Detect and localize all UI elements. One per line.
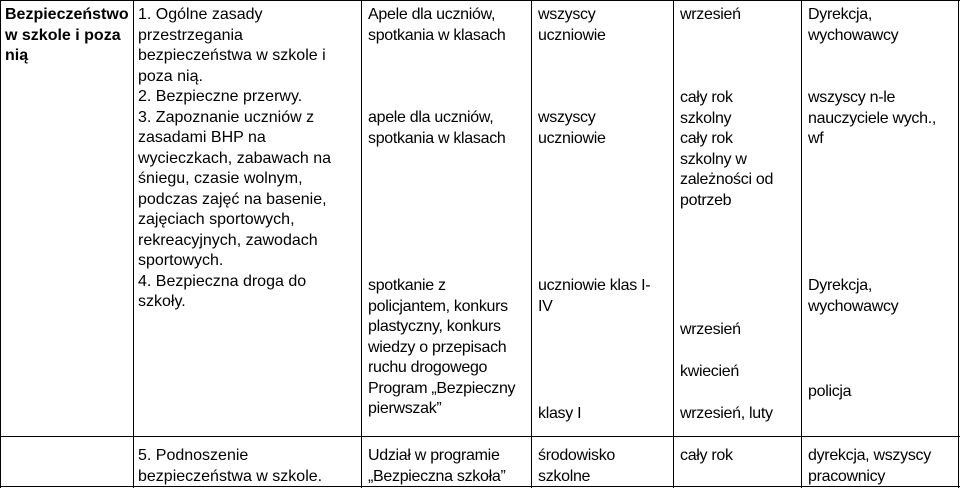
participants-cell-row2 (538, 446, 672, 487)
topic-heading: Bezpieczeństwo w szkole i poza nią (5, 6, 129, 64)
timeline-cell-3 (680, 320, 800, 341)
timeline-5: wrzesień, luty (680, 405, 773, 422)
timeline-1: wrzesień (680, 6, 741, 23)
timeline-cell-4 (680, 362, 800, 383)
timeline-4: kwiecień (680, 363, 739, 380)
responsible-1: Dyrekcja, wychowawcy (808, 6, 899, 44)
responsible-cell-3 (808, 276, 958, 317)
timeline-6: cały rok (680, 447, 733, 464)
participants-1: wszyscy uczniowie (538, 6, 606, 44)
timeline-cell-2 (680, 88, 800, 211)
timeline-cell-row2 (680, 446, 800, 467)
table-border-right (958, 0, 959, 488)
responsible-cell (808, 5, 958, 46)
topic-cell (5, 5, 131, 67)
timeline-2: cały rok szkolny cały rok szkolny w zależności od potrzeb (680, 89, 774, 209)
participants-2: wszyscy uczniowie (538, 109, 606, 147)
forms-cell (368, 5, 530, 46)
form-item-4: Udział w programie „Bezpieczna szkoła” (368, 447, 506, 485)
participants-5: środowisko szkolne (538, 447, 616, 485)
participants-4: klasy I (538, 405, 582, 422)
task-item-5: 5. Podnoszenie bezpieczeństwa w szkole. (138, 447, 323, 485)
forms-cell-row2 (368, 446, 530, 487)
timeline-3: wrzesień (680, 321, 741, 338)
column-divider-4 (673, 0, 674, 488)
responsible-4: policja (808, 383, 852, 400)
responsible-5: dyrekcja, wszyscy pracownicy (808, 447, 931, 485)
form-item-1: Apele dla uczniów, spotkania w klasach (368, 6, 506, 44)
participants-cell (538, 5, 672, 46)
responsible-cell-row2 (808, 446, 958, 487)
responsible-cell-4 (808, 382, 958, 403)
column-divider-2 (361, 0, 362, 488)
timeline-cell (680, 5, 800, 26)
table-border-left (0, 0, 1, 488)
table-border-top (0, 0, 960, 1)
tasks-list: 1. Ogólne zasady przestrzegania bezpieczeństwa w szkole i poza nią. 2. Bezpieczne przerwy. 3. Zapoznanie uczniów z zasadami BHP na wycieczkach, zabawach na śniegu, czasie wolnym, podczas zajęć na basenie, zajęciach sportowych, rekreacyjnych, zawodach sportowych. 4. Bezpieczna droga do szkoły. (138, 6, 331, 310)
column-divider-5 (801, 0, 802, 488)
responsible-cell-2 (808, 88, 958, 150)
forms-cell-2 (368, 108, 530, 149)
responsible-3: Dyrekcja, wychowawcy (808, 277, 899, 315)
participants-cell-3 (538, 276, 672, 317)
form-item-2: apele dla uczniów, spotkania w klasach (368, 109, 506, 147)
forms-cell-3 (368, 276, 530, 420)
column-divider-1 (133, 0, 134, 488)
row-divider (0, 436, 960, 437)
participants-cell-2 (538, 108, 672, 149)
responsible-2: wszyscy n-le nauczyciele wych., wf (808, 89, 936, 147)
participants-3: uczniowie klas I- IV (538, 277, 651, 315)
form-item-3: spotkanie z policjantem, konkurs plastyczny, konkurs wiedzy o przepisach ruchu drogowego Program „Bezpieczny pierwszak” (368, 277, 516, 417)
participants-cell-4 (538, 404, 672, 425)
tasks-cell (138, 5, 360, 313)
tasks-cell-row2 (138, 446, 360, 487)
timeline-cell-5 (680, 404, 800, 425)
column-divider-3 (531, 0, 532, 488)
